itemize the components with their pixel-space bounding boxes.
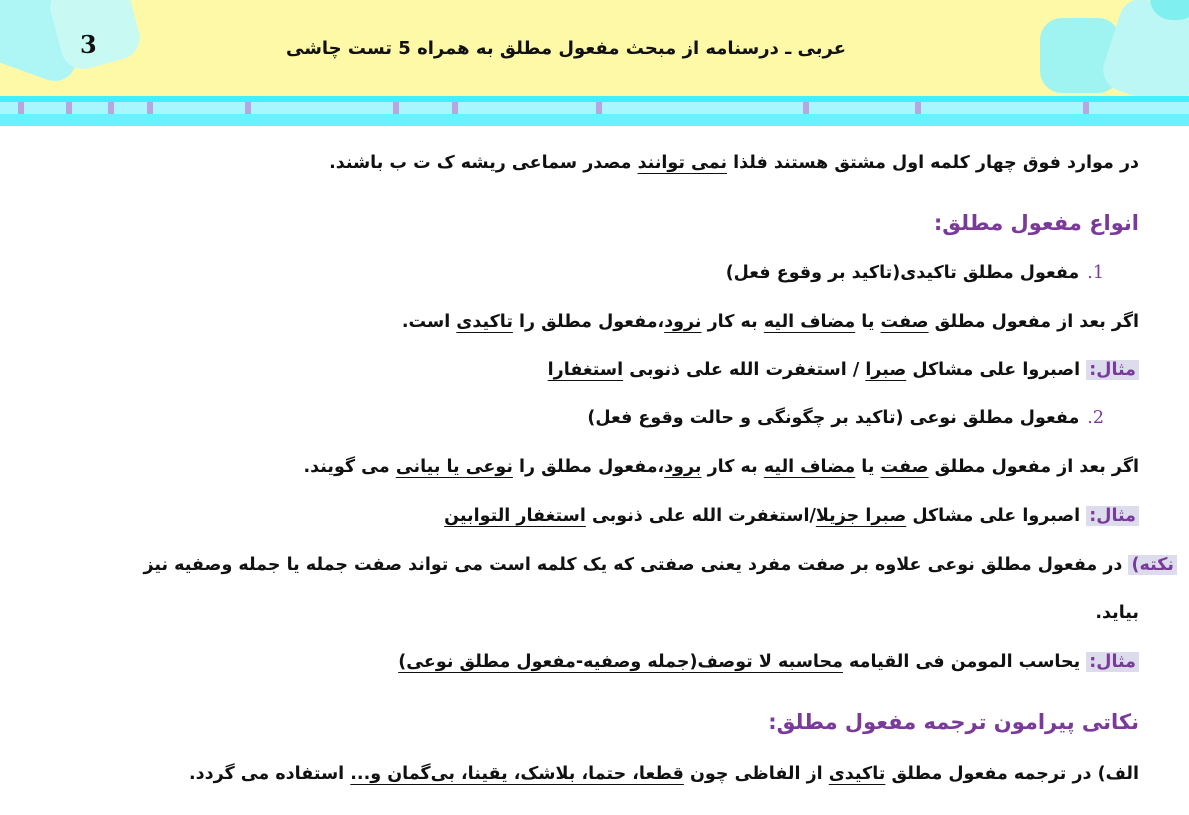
section-heading-types: انواع مفعول مطلق: (933, 211, 1139, 235)
translation-paragraph: الف) در ترجمه مفعول مطلق تاکیدی از الفاظی چون قطعا، حتما، بلاشک، یقینا، بی‌گمان و... استفاده می گردد. (188, 764, 1139, 784)
header-stripe-mid (0, 102, 1189, 114)
stripe-tick (596, 102, 602, 114)
stripe-tick (915, 102, 921, 114)
example-descriptive: مثال: یحاسب المومن فی القیامه محاسبه لا توصف(جمله وصفیه-مفعول مطلق نوعی) (398, 647, 1139, 677)
example-emphatic: مثال: اصبروا علی مشاکل صبرا / استغفرت الله علی ذنوبی استغفارا (548, 355, 1139, 385)
stripe-tick (66, 102, 72, 114)
page-header (0, 0, 1189, 126)
stripe-tick (147, 102, 153, 114)
stripe-tick (452, 102, 458, 114)
page-number: 3 (80, 30, 97, 59)
document-body (0, 126, 1189, 815)
list-item-type: 2.مفعول مطلق نوعی (تاکید بر چگونگی و حالت وقوع فعل) (587, 408, 1104, 428)
stripe-tick (108, 102, 114, 114)
header-stripe-bottom (0, 114, 1189, 126)
note-paragraph: نکته) در مفعول مطلق نوعی علاوه بر صفت مفرد یعنی صفتی که یک کلمه است می تواند صفت جمله یا جمله وصفیه نیز (143, 550, 1177, 580)
section-heading-translation: نکاتی پیرامون ترجمه مفعول مطلق: (768, 710, 1139, 734)
list-item-emphatic: 1.مفعول مطلق تاکیدی(تاکید بر وقوع فعل) (725, 263, 1104, 283)
note-label: نکته) (1128, 555, 1177, 575)
example-label: مثال: (1086, 360, 1139, 380)
example-label: مثال: (1086, 652, 1139, 672)
rule-type: اگر بعد از مفعول مطلق صفت یا مضاف الیه به کار برود،مفعول مطلق را نوعی یا بیانی می گویند. (303, 457, 1139, 477)
example-type: مثال: اصبروا علی مشاکل صبرا جزیلا/استغفرت الله علی ذنوبی استغفار التوابین (444, 501, 1139, 531)
stripe-tick (1083, 102, 1089, 114)
stripe-tick (18, 102, 24, 114)
stripe-tick (245, 102, 251, 114)
rule-emphatic: اگر بعد از مفعول مطلق صفت یا مضاف الیه به کار نرود،مفعول مطلق را تاکیدی است. (401, 312, 1139, 332)
stripe-tick (393, 102, 399, 114)
intro-paragraph: در موارد فوق چهار کلمه اول مشتق هستند فلذا نمی توانند مصدر سماعی ریشه ک ت ب باشند. (329, 153, 1139, 173)
header-title: عربی ـ درسنامه از مبحث مفعول مطلق به همراه 5 تست چاشی (285, 38, 846, 59)
example-label: مثال: (1086, 506, 1139, 526)
stripe-tick (803, 102, 809, 114)
note-continuation: بیاید. (1095, 603, 1139, 623)
